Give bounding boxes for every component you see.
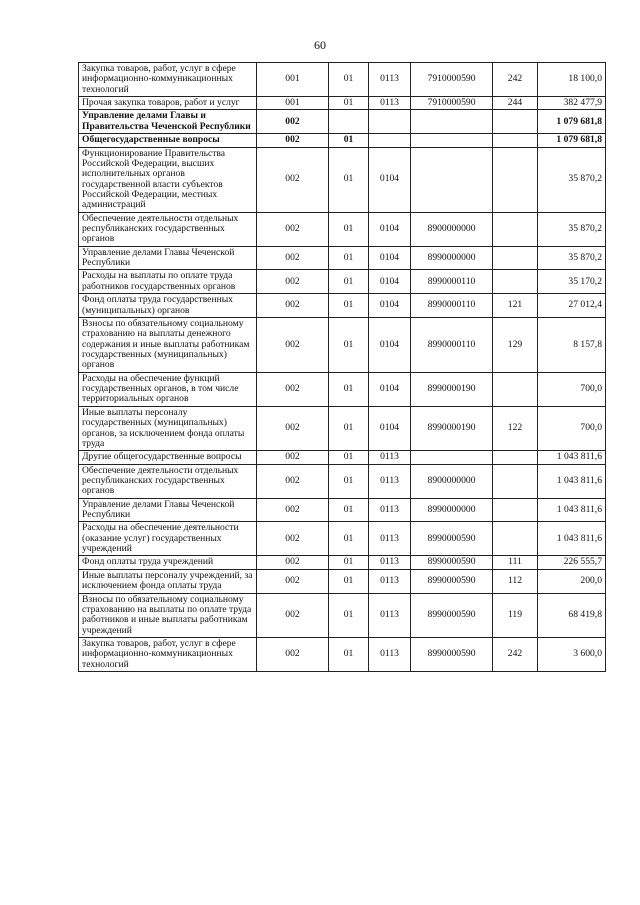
cell-department-code: 002 xyxy=(257,212,329,246)
cell-name: Фонд оплаты труда государственных (муниципальных) органов xyxy=(79,294,257,318)
cell-department-code: 002 xyxy=(257,110,329,134)
cell-subsection-code: 0113 xyxy=(369,498,411,522)
cell-expense-type xyxy=(493,147,538,212)
cell-target-article xyxy=(411,451,493,464)
cell-amount: 35 870,2 xyxy=(538,147,606,212)
cell-subsection-code: 0104 xyxy=(369,147,411,212)
cell-expense-type xyxy=(493,134,538,147)
cell-section-code: 01 xyxy=(329,212,369,246)
cell-section-code: 01 xyxy=(329,569,369,593)
cell-department-code: 002 xyxy=(257,246,329,270)
cell-subsection-code: 0113 xyxy=(369,569,411,593)
cell-expense-type: 121 xyxy=(493,294,538,318)
cell-expense-type: 112 xyxy=(493,569,538,593)
budget-table xyxy=(78,62,606,672)
cell-amount: 35 870,2 xyxy=(538,246,606,270)
cell-name: Управление делами Главы Чеченской Республики xyxy=(79,246,257,270)
cell-target-article: 7910000590 xyxy=(411,97,493,110)
cell-department-code: 002 xyxy=(257,372,329,406)
cell-target-article: 8990000590 xyxy=(411,556,493,569)
cell-target-article: 8990000590 xyxy=(411,593,493,637)
cell-subsection-code: 0113 xyxy=(369,637,411,671)
cell-target-article: 8990000000 xyxy=(411,246,493,270)
cell-department-code: 002 xyxy=(257,637,329,671)
cell-expense-type: 242 xyxy=(493,63,538,97)
cell-expense-type xyxy=(493,372,538,406)
cell-name: Закупка товаров, работ, услуг в сфере информационно-коммуникационных технологий xyxy=(79,637,257,671)
cell-amount: 3 600,0 xyxy=(538,637,606,671)
cell-section-code: 01 xyxy=(329,464,369,498)
cell-target-article: 8990000590 xyxy=(411,637,493,671)
cell-amount: 35 870,2 xyxy=(538,212,606,246)
table-row xyxy=(79,637,606,671)
cell-section-code xyxy=(329,110,369,134)
cell-amount: 1 043 811,6 xyxy=(538,498,606,522)
cell-amount: 1 079 681,8 xyxy=(538,110,606,134)
cell-amount: 1 079 681,8 xyxy=(538,134,606,147)
cell-subsection-code xyxy=(369,110,411,134)
cell-subsection-code: 0104 xyxy=(369,406,411,450)
cell-section-code: 01 xyxy=(329,317,369,372)
cell-department-code: 002 xyxy=(257,317,329,372)
cell-name: Управление делами Главы Чеченской Республики xyxy=(79,498,257,522)
cell-department-code: 001 xyxy=(257,63,329,97)
cell-subsection-code: 0104 xyxy=(369,246,411,270)
cell-amount: 18 100,0 xyxy=(538,63,606,97)
table-row xyxy=(79,317,606,372)
cell-department-code: 002 xyxy=(257,464,329,498)
table-row xyxy=(79,97,606,110)
cell-section-code: 01 xyxy=(329,270,369,294)
cell-department-code: 002 xyxy=(257,270,329,294)
cell-name: Взносы по обязательному социальному страхованию на выплаты по оплате труда работников и иные выплаты работникам учреждений xyxy=(79,593,257,637)
cell-subsection-code: 0113 xyxy=(369,63,411,97)
cell-expense-type xyxy=(493,270,538,294)
cell-name: Расходы на выплаты по оплате труда работников государственных органов xyxy=(79,270,257,294)
cell-subsection-code: 0113 xyxy=(369,522,411,556)
cell-expense-type: 244 xyxy=(493,97,538,110)
cell-department-code: 002 xyxy=(257,593,329,637)
cell-expense-type: 129 xyxy=(493,317,538,372)
cell-subsection-code: 0113 xyxy=(369,464,411,498)
cell-name: Закупка товаров, работ, услуг в сфере информационно-коммуникационных технологий xyxy=(79,63,257,97)
table-row xyxy=(79,464,606,498)
cell-target-article: 8990000590 xyxy=(411,522,493,556)
cell-subsection-code: 0104 xyxy=(369,317,411,372)
table-row xyxy=(79,498,606,522)
cell-amount: 700,0 xyxy=(538,406,606,450)
cell-expense-type: 119 xyxy=(493,593,538,637)
cell-target-article: 8990000110 xyxy=(411,317,493,372)
table-row xyxy=(79,372,606,406)
table-row xyxy=(79,63,606,97)
cell-department-code: 002 xyxy=(257,522,329,556)
cell-name: Управление делами Главы и Правительства Чеченской Республики xyxy=(79,110,257,134)
cell-subsection-code xyxy=(369,134,411,147)
table-row xyxy=(79,212,606,246)
table-row xyxy=(79,294,606,318)
cell-name: Иные выплаты персоналу учреждений, за исключением фонда оплаты труда xyxy=(79,569,257,593)
cell-section-code: 01 xyxy=(329,97,369,110)
cell-section-code: 01 xyxy=(329,498,369,522)
table-row xyxy=(79,569,606,593)
cell-expense-type xyxy=(493,246,538,270)
cell-section-code: 01 xyxy=(329,451,369,464)
cell-department-code: 002 xyxy=(257,147,329,212)
cell-section-code: 01 xyxy=(329,134,369,147)
cell-section-code: 01 xyxy=(329,246,369,270)
cell-name: Обеспечение деятельности отдельных республиканских государственных органов xyxy=(79,464,257,498)
table-row xyxy=(79,246,606,270)
cell-section-code: 01 xyxy=(329,372,369,406)
cell-department-code: 002 xyxy=(257,294,329,318)
cell-subsection-code: 0113 xyxy=(369,97,411,110)
cell-section-code: 01 xyxy=(329,556,369,569)
table-row xyxy=(79,522,606,556)
table-row xyxy=(79,451,606,464)
cell-target-article: 8990000190 xyxy=(411,406,493,450)
cell-name: Расходы на обеспечение функций государственных органов, в том числе территориальных органов xyxy=(79,372,257,406)
cell-target-article: 8990000000 xyxy=(411,498,493,522)
table-row xyxy=(79,134,606,147)
cell-amount: 1 043 811,6 xyxy=(538,522,606,556)
cell-section-code: 01 xyxy=(329,637,369,671)
cell-department-code: 002 xyxy=(257,406,329,450)
cell-expense-type xyxy=(493,522,538,556)
cell-amount: 68 419,8 xyxy=(538,593,606,637)
cell-section-code: 01 xyxy=(329,63,369,97)
cell-target-article: 8990000110 xyxy=(411,294,493,318)
table-row xyxy=(79,406,606,450)
cell-subsection-code: 0104 xyxy=(369,294,411,318)
cell-expense-type: 242 xyxy=(493,637,538,671)
cell-department-code: 002 xyxy=(257,556,329,569)
cell-name: Обеспечение деятельности отдельных республиканских государственных органов xyxy=(79,212,257,246)
cell-expense-type: 111 xyxy=(493,556,538,569)
cell-expense-type xyxy=(493,212,538,246)
cell-name: Фонд оплаты труда учреждений xyxy=(79,556,257,569)
cell-expense-type xyxy=(493,498,538,522)
table-row xyxy=(79,593,606,637)
cell-subsection-code: 0113 xyxy=(369,593,411,637)
cell-target-article: 8900000000 xyxy=(411,212,493,246)
table-row xyxy=(79,270,606,294)
cell-target-article xyxy=(411,134,493,147)
cell-amount: 226 555,7 xyxy=(538,556,606,569)
cell-subsection-code: 0104 xyxy=(369,212,411,246)
cell-target-article xyxy=(411,147,493,212)
cell-section-code: 01 xyxy=(329,593,369,637)
cell-section-code: 01 xyxy=(329,522,369,556)
cell-amount: 1 043 811,6 xyxy=(538,464,606,498)
cell-amount: 35 170,2 xyxy=(538,270,606,294)
cell-target-article: 8990000110 xyxy=(411,270,493,294)
cell-amount: 382 477,9 xyxy=(538,97,606,110)
cell-section-code: 01 xyxy=(329,406,369,450)
cell-name: Взносы по обязательному социальному страхованию на выплаты денежного содержания и иные выплаты работникам государственных (муниципальных) органов xyxy=(79,317,257,372)
cell-target-article: 7910000590 xyxy=(411,63,493,97)
cell-expense-type: 122 xyxy=(493,406,538,450)
cell-subsection-code: 0113 xyxy=(369,556,411,569)
cell-target-article: 8900000000 xyxy=(411,464,493,498)
cell-name: Иные выплаты персоналу государственных (муниципальных) органов, за исключением фонда оплаты труда xyxy=(79,406,257,450)
cell-department-code: 002 xyxy=(257,134,329,147)
cell-amount: 200,0 xyxy=(538,569,606,593)
cell-target-article: 8990000190 xyxy=(411,372,493,406)
cell-name: Прочая закупка товаров, работ и услуг xyxy=(79,97,257,110)
cell-name: Функционирование Правительства Российской Федерации, высших исполнительных органов государственной власти субъектов Российской Федерации, местных администраций xyxy=(79,147,257,212)
cell-department-code: 002 xyxy=(257,569,329,593)
cell-department-code: 001 xyxy=(257,97,329,110)
page-number: 60 xyxy=(314,38,326,52)
cell-expense-type xyxy=(493,110,538,134)
cell-subsection-code: 0104 xyxy=(369,372,411,406)
cell-target-article xyxy=(411,110,493,134)
cell-target-article: 8990000590 xyxy=(411,569,493,593)
cell-subsection-code: 0104 xyxy=(369,270,411,294)
table-row xyxy=(79,147,606,212)
cell-subsection-code: 0113 xyxy=(369,451,411,464)
table-row xyxy=(79,556,606,569)
cell-name: Другие общегосударственные вопросы xyxy=(79,451,257,464)
cell-expense-type xyxy=(493,464,538,498)
cell-name: Общегосударственные вопросы xyxy=(79,134,257,147)
cell-amount: 8 157,8 xyxy=(538,317,606,372)
cell-amount: 1 043 811,6 xyxy=(538,451,606,464)
cell-section-code: 01 xyxy=(329,147,369,212)
cell-department-code: 002 xyxy=(257,498,329,522)
cell-department-code: 002 xyxy=(257,451,329,464)
table-row xyxy=(79,110,606,134)
cell-amount: 27 012,4 xyxy=(538,294,606,318)
cell-name: Расходы на обеспечение деятельности (оказание услуг) государственных учреждений xyxy=(79,522,257,556)
cell-section-code: 01 xyxy=(329,294,369,318)
cell-expense-type xyxy=(493,451,538,464)
cell-amount: 700,0 xyxy=(538,372,606,406)
